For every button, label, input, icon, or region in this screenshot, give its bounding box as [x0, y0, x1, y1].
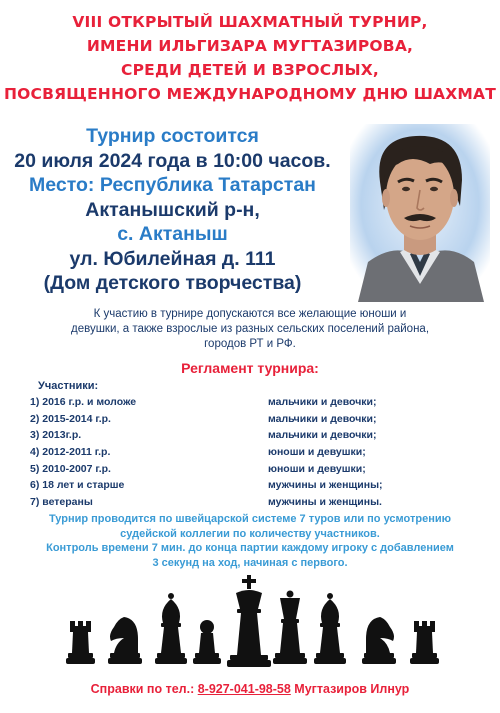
contact-name: Мугтазиров Илнур [290, 682, 410, 696]
participant-row [30, 444, 470, 461]
rook-icon [66, 621, 95, 664]
rook-icon [410, 621, 439, 664]
tournament-system-text [10, 512, 490, 570]
system-line-2: судейской коллегии по количеству участников. [120, 527, 380, 540]
info-district: Актанышский р-н, [85, 198, 260, 221]
participant-age: 1) 2016 г.р. и моложе [30, 396, 137, 408]
participant-age: 3) 2013г.р. [30, 429, 82, 442]
bishop-icon [155, 593, 187, 664]
regulation-title: Регламент турнира: [181, 360, 319, 376]
participant-category: мальчики и девочки; [268, 412, 377, 425]
tournament-title [0, 10, 500, 106]
chess-pieces-icon [64, 575, 440, 671]
participant-age: 5) 2010-2007 г.р. [30, 462, 111, 475]
knight-icon [362, 617, 396, 664]
title-line-4: ПОСВЯЩЕННОГО МЕЖДУНАРОДНОМУ ДНЮ ШАХМАТ [3, 85, 496, 103]
knight-icon [108, 617, 142, 664]
participant-category: юноши и девушки; [268, 446, 366, 459]
eligibility-line-3: городов РТ и РФ. [204, 338, 296, 350]
participant-age: 7) ветераны [30, 496, 93, 509]
participant-category: мужчины и женщины; [268, 479, 383, 492]
info-line-1: Турнир состоится [86, 125, 259, 147]
participant-category: мальчики и девочки; [268, 396, 377, 408]
pawn-icon [193, 620, 221, 664]
participants-list [30, 394, 470, 511]
participant-row [30, 461, 470, 478]
title-line-2: ИМЕНИ ИЛЬГИЗАРА МУГТАЗИРОВА, [86, 37, 414, 55]
participant-row [30, 427, 470, 444]
queen-icon [273, 591, 307, 665]
participant-age: 4) 2012-2011 г.р. [30, 446, 111, 459]
participant-age: 6) 18 лет и старше [30, 479, 125, 492]
participant-category: мужчины и женщины. [268, 496, 382, 509]
event-info [0, 124, 345, 296]
participant-category: мальчики и девочки; [268, 429, 377, 442]
info-place: Место: Республика Татарстан [29, 174, 316, 196]
eligibility-line-1: К участию в турнире допускаются все желающие юноши и [93, 308, 407, 320]
bishop-icon [314, 593, 346, 664]
man-portrait-icon [350, 124, 490, 302]
system-line-3: Контроль времени 7 мин. до конца партии каждому игроку с добавлением [46, 542, 454, 554]
contact-line [0, 682, 500, 696]
info-street: ул. Юбилейная д. 111 [69, 247, 276, 270]
participant-age: 2) 2015-2014 г.р. [30, 412, 111, 425]
info-village: с. Актаныш [117, 223, 228, 245]
chess-pieces-row [64, 575, 440, 671]
participant-row [30, 494, 470, 511]
participant-row [30, 394, 470, 411]
eligibility-line-2: девушки, а также взрослые из разных сельских поселений района, [70, 323, 430, 335]
king-icon [227, 575, 271, 667]
info-date: 20 июля 2024 года в 10:00 часов. [14, 149, 331, 172]
title-line-3: СРЕДИ ДЕТЕЙ И ВЗРОСЛЫХ, [121, 61, 379, 79]
portrait-image [350, 124, 490, 302]
participants-label: Участники: [38, 380, 99, 392]
participant-row [30, 411, 470, 428]
contact-prefix: Справки по тел.: [90, 682, 198, 696]
title-line-1: VIII ОТКРЫТЫЙ ШАХМАТНЫЙ ТУРНИР, [72, 13, 428, 31]
participant-row [30, 477, 470, 494]
eligibility-text [20, 307, 480, 352]
info-venue: (Дом детского творчества) [43, 272, 302, 294]
system-line-4: 3 секунд на ход, начиная с первого. [152, 556, 348, 569]
contact-phone-link[interactable]: 8-927-041-98-58 [197, 682, 291, 696]
system-line-1: Турнир проводится по швейцарской системе 7 туров или по усмотрению [48, 513, 451, 525]
participant-category: юноши и девушки; [268, 462, 366, 475]
